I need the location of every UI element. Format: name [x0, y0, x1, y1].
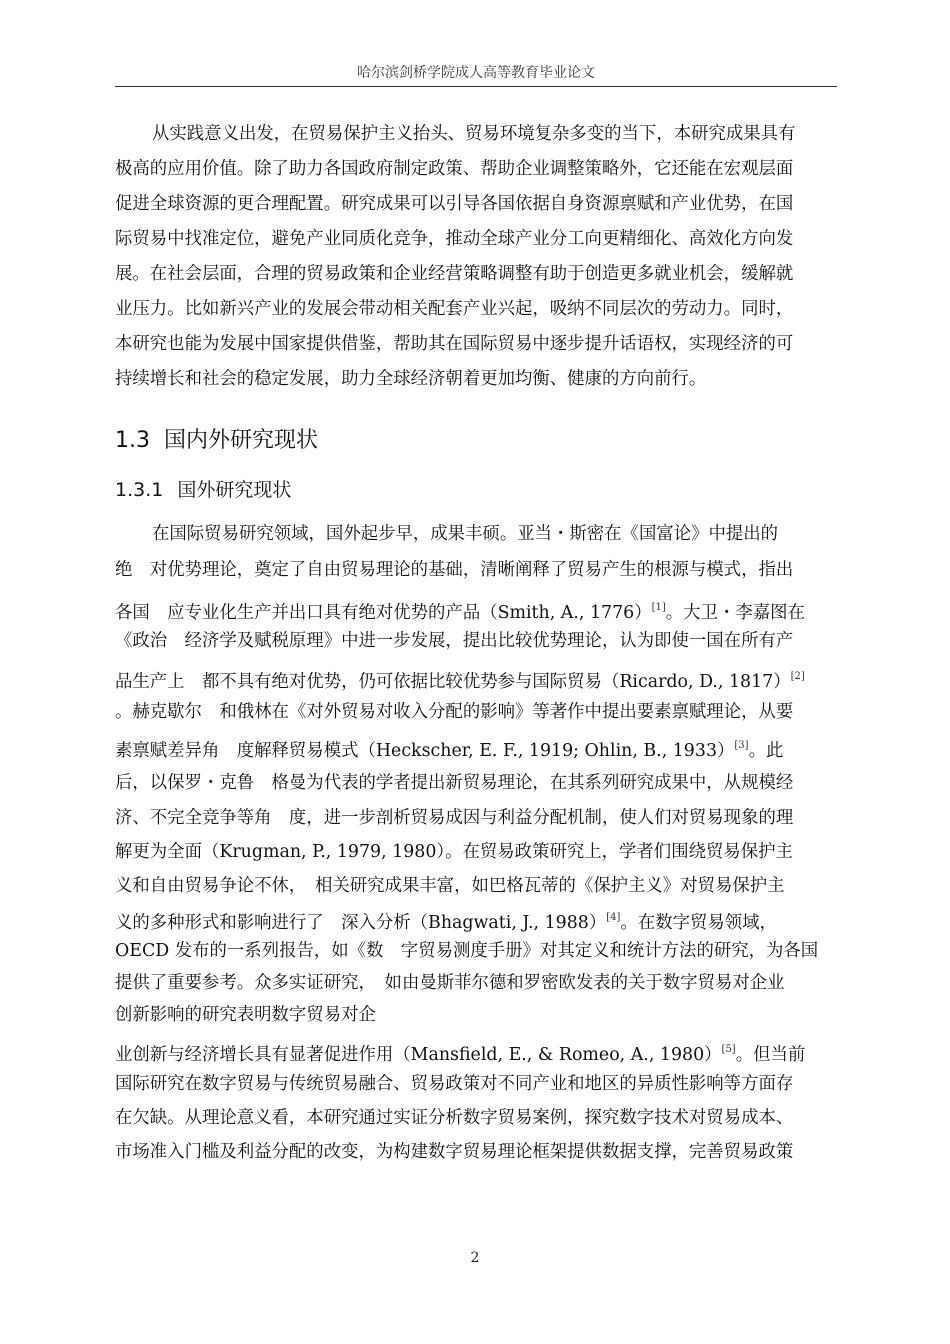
section-number: 1.3 [115, 428, 150, 453]
paragraph-line: 持续增长和社会的稳定发展，助力全球经济朝着更加均衡、健康的方向前行。 [115, 369, 707, 389]
paragraph-line: 创新影响的研究表明数字贸易对企 [115, 1005, 376, 1025]
paragraph-line: 市场准入门槛及利益分配的改变，为构建数字贸易理论框架提供数据支撑，完善贸易政策 [115, 1142, 794, 1162]
paragraph-line: 展。在社会层面，合理的贸易政策和企业经营策略调整有助于创造更多就业机会，缓解就 [115, 264, 794, 284]
subsection-number: 1.3.1 [115, 479, 164, 501]
paragraph-line: 品生产上 都不具有绝对优势，仍可依据比较优势参与国际贸易（Ricardo, D., 1817）[2] [115, 671, 805, 692]
paragraph-line: 国际研究在数字贸易与传统贸易融合、贸易政策对不同产业和地区的异质性影响等方面存 [115, 1074, 794, 1094]
subsection-heading [115, 476, 291, 504]
subsection-title: 国外研究现状 [177, 479, 292, 501]
paragraph-line: 义的多种形式和影响进行了 深入分析（Bhagwati, J., 1988）[4]。在数字贸易领域， [115, 912, 777, 933]
paragraph-line: 后，以保罗・克鲁 格曼为代表的学者提出新贸易理论，在其系列研究成果中，从规模经 [115, 773, 794, 793]
section-heading [115, 426, 318, 456]
paragraph-line: 在欠缺。从理论意义看，本研究通过实证分析数字贸易案例，探究数字技术对贸易成本、 [115, 1108, 794, 1128]
section-title: 国内外研究现状 [164, 428, 319, 453]
page-number: 2 [470, 1250, 480, 1266]
paragraph-line: 提供了重要参考。众多实证研究， 如由曼斯菲尔德和罗密欧发表的关于数字贸易对企业 [115, 973, 785, 993]
paragraph-line: 促进全球资源的更合理配置。研究成果可以引导各国依据自身资源禀赋和产业优势，在国 [115, 194, 794, 214]
paragraph-line: 业创新与经济增长具有显著促进作用（Mansfield, E., & Romeo, A., 1980）[5]。但当前 [115, 1044, 806, 1065]
paragraph-line: 极高的应用价值。除了助力各国政府制定政策、帮助企业调整策略外，它还能在宏观层面 [115, 159, 794, 179]
citation-marker: [4] [606, 912, 621, 923]
paragraph-line: 各国 应专业化生产并出口具有绝对优势的产品（Smith, A., 1776）[1]。大卫・李嘉图在 [115, 602, 805, 623]
paragraph-line: 《政治 经济学及赋税原理》中进一步发展，提出比较优势理论，认为即使一国在所有产 [115, 631, 794, 651]
paragraph-line: 义和自由贸易争论不休， 相关研究成果丰富，如巴格瓦蒂的《保护主义》对贸易保护主 [115, 876, 785, 896]
citation-marker: [3] [734, 740, 749, 751]
header-rule [115, 86, 837, 87]
paragraph-line: 。赫克歇尔 和俄林在《对外贸易对收入分配的影响》等著作中提出要素禀赋理论，从要 [115, 702, 794, 722]
paragraph-line: 本研究也能为发展中国家提供借鉴，帮助其在国际贸易中逐步提升话语权，实现经济的可 [115, 334, 794, 354]
paragraph-line: 在国际贸易研究领域，国外起步早，成果丰硕。亚当・斯密在《国富论》中提出的 [152, 524, 779, 544]
paragraph-line: OECD 发布的一系列报告，如《数 字贸易测度手册》对其定义和统计方法的研究，为各国 [115, 941, 819, 961]
citation-marker: [1] [651, 602, 666, 613]
paragraph-line: 从实践意义出发，在贸易保护主义抬头、贸易环境复杂多变的当下，本研究成果具有 [152, 124, 796, 144]
citation-marker: [2] [790, 671, 805, 682]
paragraph-line: 绝 对优势理论，奠定了自由贸易理论的基础，清晰阐释了贸易产生的根源与模式，指出 [115, 560, 794, 580]
paragraph-line: 业压力。比如新兴产业的发展会带动相关配套产业兴起，吸纳不同层次的劳动力。同时， [115, 299, 794, 319]
paragraph-line: 素禀赋差异角 度解释贸易模式（Heckscher, E. F., 1919; Ohlin, B., 1933）[3]。此 [115, 740, 784, 761]
paragraph-line: 解更为全面（Krugman, P., 1979, 1980）。在贸易政策研究上，学者们围绕贸易保护主 [115, 842, 793, 862]
paragraph-line: 际贸易中找准定位，避免产业同质化竞争，推动全球产业分工向更精细化、高效化方向发 [115, 229, 794, 249]
running-header: 哈尔滨剑桥学院成人高等教育毕业论文 [357, 65, 595, 81]
paragraph-line: 济、不完全竞争等角 度，进一步剖析贸易成因与利益分配机制，使人们对贸易现象的理 [115, 808, 794, 828]
citation-marker: [5] [721, 1044, 736, 1055]
